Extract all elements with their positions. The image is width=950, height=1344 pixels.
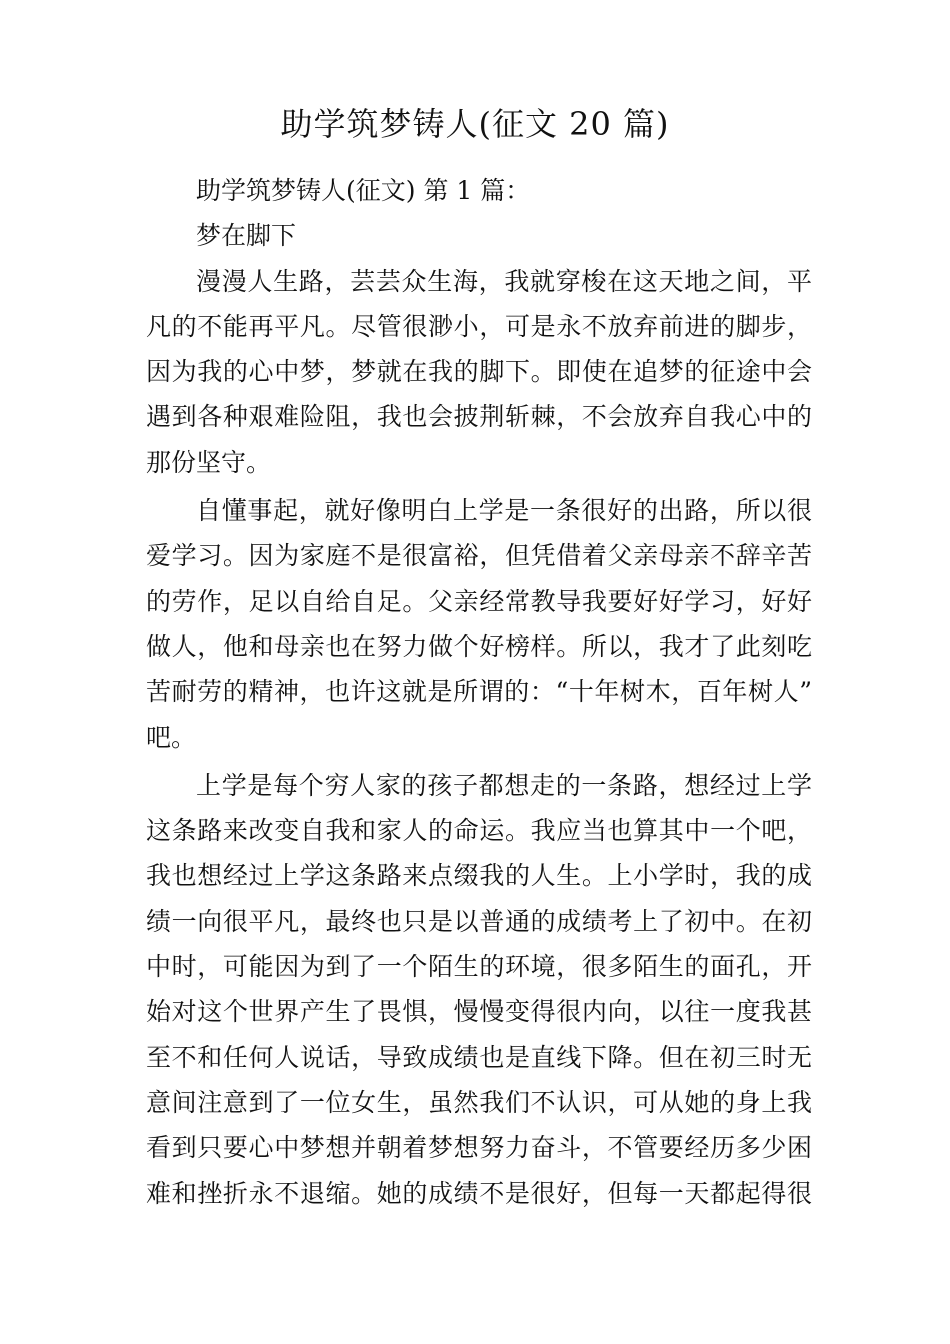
text-line: 遇到各种艰难险阻，我也会披荆斩棘，不会放弃自我心中的 [146, 402, 812, 432]
text-line: 上学是每个穷人家的孩子都想走的一条路，想经过上学 [196, 770, 812, 800]
text-line: 中时，可能因为到了一个陌生的环境，很多陌生的面孔，开 [146, 952, 812, 982]
text-line: 绩一向很平凡，最终也只是以普通的成绩考上了初中。在初 [146, 906, 812, 936]
text-line: 自懂事起，就好像明白上学是一条很好的出路，所以很 [196, 496, 812, 526]
text-line: 意间注意到了一位女生，虽然我们不认识，可从她的身上我 [146, 1087, 812, 1117]
text-line: 爱学习。因为家庭不是很富裕，但凭借着父亲母亲不辞辛苦 [146, 541, 812, 571]
text-line: 我也想经过上学这条路来点缀我的人生。上小学时，我的成 [146, 861, 812, 891]
document-body [146, 168, 812, 1216]
text-line: 凡的不能再平凡。尽管很渺小，可是永不放弃前进的脚步， [146, 311, 812, 341]
text-line: 做人，他和母亲也在努力做个好榜样。所以，我才了此刻吃 [146, 631, 812, 661]
paragraph [146, 259, 812, 485]
document-title: 助学筑梦铸人(征文 20 篇) [280, 105, 670, 143]
paragraph [146, 488, 812, 760]
text-line: 始对这个世界产生了畏惧，慢慢变得很内向，以往一度我甚 [146, 997, 812, 1027]
text-line: 因为我的心中梦，梦就在我的脚下。即使在追梦的征途中会 [146, 357, 812, 387]
text-line: 难和挫折永不退缩。她的成绩不是很好，但每一天都起得很 [146, 1178, 812, 1208]
text-line: 这条路来改变自我和家人的命运。我应当也算其中一个吧， [146, 816, 812, 846]
paragraph [146, 763, 812, 1216]
text-line: 吧。 [146, 722, 197, 752]
text-line: 看到只要心中梦想并朝着梦想努力奋斗，不管要经历多少困 [146, 1133, 812, 1163]
text-line: 那份坚守。 [146, 447, 272, 477]
text-line: 苦耐劳的精神，也许这就是所谓的：“十年树木，百年树人” [146, 677, 812, 707]
document-subtitle: 助学筑梦铸人(征文) 第 1 篇： [196, 176, 531, 205]
text-line: 至不和任何人说话，导致成绩也是直线下降。但在初三时无 [146, 1042, 812, 1072]
section-heading: 梦在脚下 [196, 221, 297, 251]
text-line: 的劳作，足以自给自足。父亲经常教导我要好好学习，好好 [146, 586, 812, 616]
text-line: 漫漫人生路，芸芸众生海，我就穿梭在这天地之间，平 [196, 266, 812, 296]
